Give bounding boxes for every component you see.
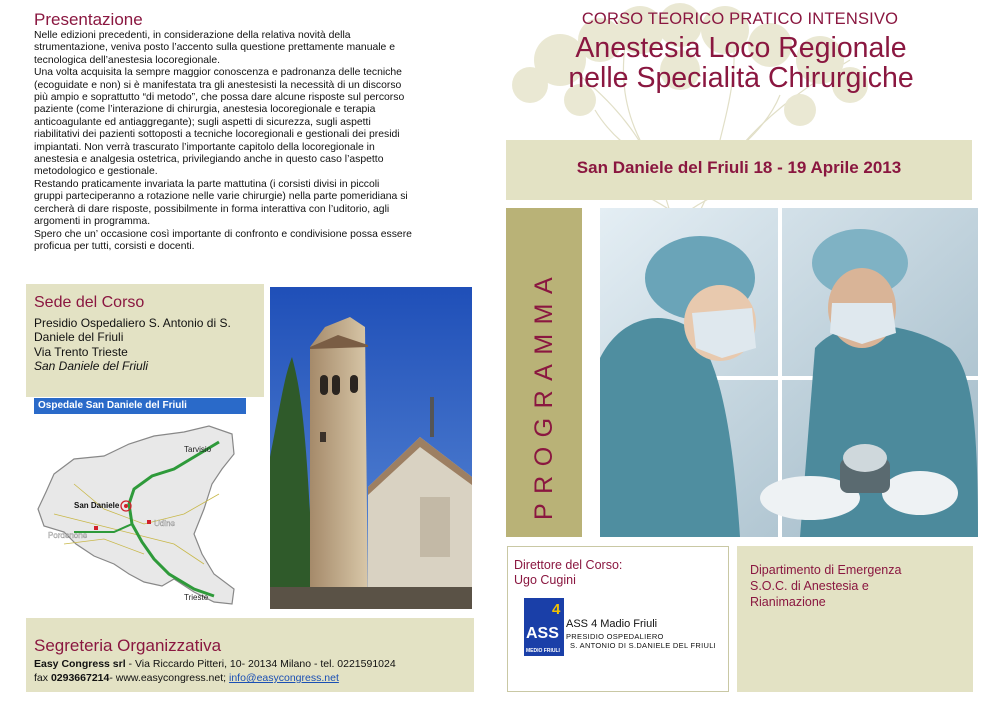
fax-number: 0293667214 xyxy=(50,672,110,684)
presentazione-line: tecnologica dell’anestesia locoregionale. xyxy=(34,54,221,66)
presentazione-line: anestesia e analgesia ostetrica, privilegiando anche in questo caso l’aspetto xyxy=(34,154,384,166)
sede-line: San Daniele del Friuli xyxy=(34,359,149,374)
map-label-tarvisio: Tarvisio xyxy=(184,445,212,454)
course-title-line1: Anestesia Loco Regionale xyxy=(575,32,907,64)
sede-line: Via Trento Trieste xyxy=(34,344,128,359)
sede-address xyxy=(34,316,231,374)
presentazione-line: gruppi parteciperanno a rotazione nelle varie chirurgie) nella parte pomeridiana si xyxy=(34,191,408,203)
sede-heading: Sede del Corso xyxy=(34,294,145,311)
department-line3: Rianimazione xyxy=(750,595,826,609)
email-link[interactable]: info@easycongress.net xyxy=(228,672,339,684)
presentazione-line: proficua per tutti, corsisti e docenti. xyxy=(34,240,195,252)
bell-tower-photo xyxy=(270,287,472,609)
programma-label: PROGRAMMA xyxy=(530,267,558,520)
presentazione-line: Una volta acquisita la sempre maggior conoscenza e padronanza delle tecniche xyxy=(34,67,402,79)
department-line1: Dipartimento di Emergenza xyxy=(750,563,902,577)
presentazione-line: più ampio e soprattutto “di metodo”, che possa dare alcune risposte sul percorso xyxy=(34,92,405,104)
presentazione-line: Nelle edizioni precedenti, in considerazione della relativa novità della xyxy=(34,30,351,41)
presentazione-line: paziente (come l’interazione di chirurgia, anestesia locoregionale e terapia xyxy=(34,104,376,116)
segreteria-contacts xyxy=(34,672,339,684)
presentazione-line: impiantati. Non verrà trascurato l’importante capitolo della locoregionale in xyxy=(34,141,375,153)
map-label-pordenone: Pordenone xyxy=(48,531,88,540)
map-label-udine: Udine xyxy=(154,519,175,528)
map-header: Ospedale San Daniele del Friuli xyxy=(34,398,246,414)
presentazione-line: argomenti in programma. xyxy=(34,216,151,228)
ass4-logo xyxy=(524,598,564,656)
sede-line: Presidio Ospedaliero S. Antonio di S. xyxy=(34,316,231,330)
fax-label: fax xyxy=(34,672,51,684)
presentazione-line: Spero che un’ occasione così importante di confronto e condivisione possa essere xyxy=(34,228,412,240)
presentazione-line: metodologico e gestionale. xyxy=(34,166,158,178)
organization-name: ASS 4 Madio Friuli xyxy=(566,618,658,630)
presentazione-line: anticoagulante ed antiaggregante); sugli aspetti di sicurezza, sugli aspetti xyxy=(34,116,371,128)
company-name: Easy Congress srl xyxy=(34,658,126,670)
department-line2: S.O.C. di Anestesia e xyxy=(750,579,869,593)
website-text: - www.easycongress.net; xyxy=(109,672,229,684)
company-address: - Via Riccardo Pitteri, 10- 20134 Milano - tel. 0221591024 xyxy=(125,658,396,670)
course-title-line2: nelle Specialità Chirurgiche xyxy=(568,62,914,94)
organization-sub1: PRESIDIO OSPEDALIERO xyxy=(566,632,664,641)
region-map xyxy=(34,414,246,610)
surgeons-photo xyxy=(600,208,978,537)
presentazione-line: cercherà di dare risposte, possibilmente in forma interattiva con l’uditorio, agli xyxy=(34,203,390,215)
presentazione-line: Restando praticamente invariata la parte mattutina (i corsisti divisi in piccoli xyxy=(34,178,380,190)
director-name: Ugo Cugini xyxy=(514,573,576,587)
presentazione-line: riabilitativi dei pazienti sottoposti a tecniche locoregionali e gestionali dei presidi xyxy=(34,129,400,141)
svg-text:MEDIO FRIULI: MEDIO FRIULI xyxy=(526,648,560,654)
segreteria-heading: Segreteria Organizzativa xyxy=(34,636,222,655)
course-kicker: CORSO TEORICO PRATICO INTENSIVO xyxy=(581,10,899,28)
map-label-trieste: Trieste xyxy=(184,593,209,602)
organization-sub2: S. ANTONIO DI S.DANIELE DEL FRIULI xyxy=(570,641,717,650)
svg-text:ASS: ASS xyxy=(526,625,559,642)
sede-line: Daniele del Friuli xyxy=(34,330,124,345)
date-location: San Daniele del Friuli 18 - 19 Aprile 2013 xyxy=(576,158,902,177)
presentazione-text xyxy=(34,30,474,253)
map-label-san-daniele: San Daniele xyxy=(74,501,120,510)
segreteria-address xyxy=(34,658,396,670)
director-label: Direttore del Corso: xyxy=(514,558,623,572)
presentazione-heading: Presentazione xyxy=(34,10,143,29)
presentazione-line: (ecoguidate e non) si è manifestata tra gli anestesisti la necessità di un discorso xyxy=(34,79,402,91)
presentazione-line: strumentazione, veniva posto l’accento sulla questione prettamente manuale e xyxy=(34,42,396,54)
svg-text:4: 4 xyxy=(552,601,561,618)
